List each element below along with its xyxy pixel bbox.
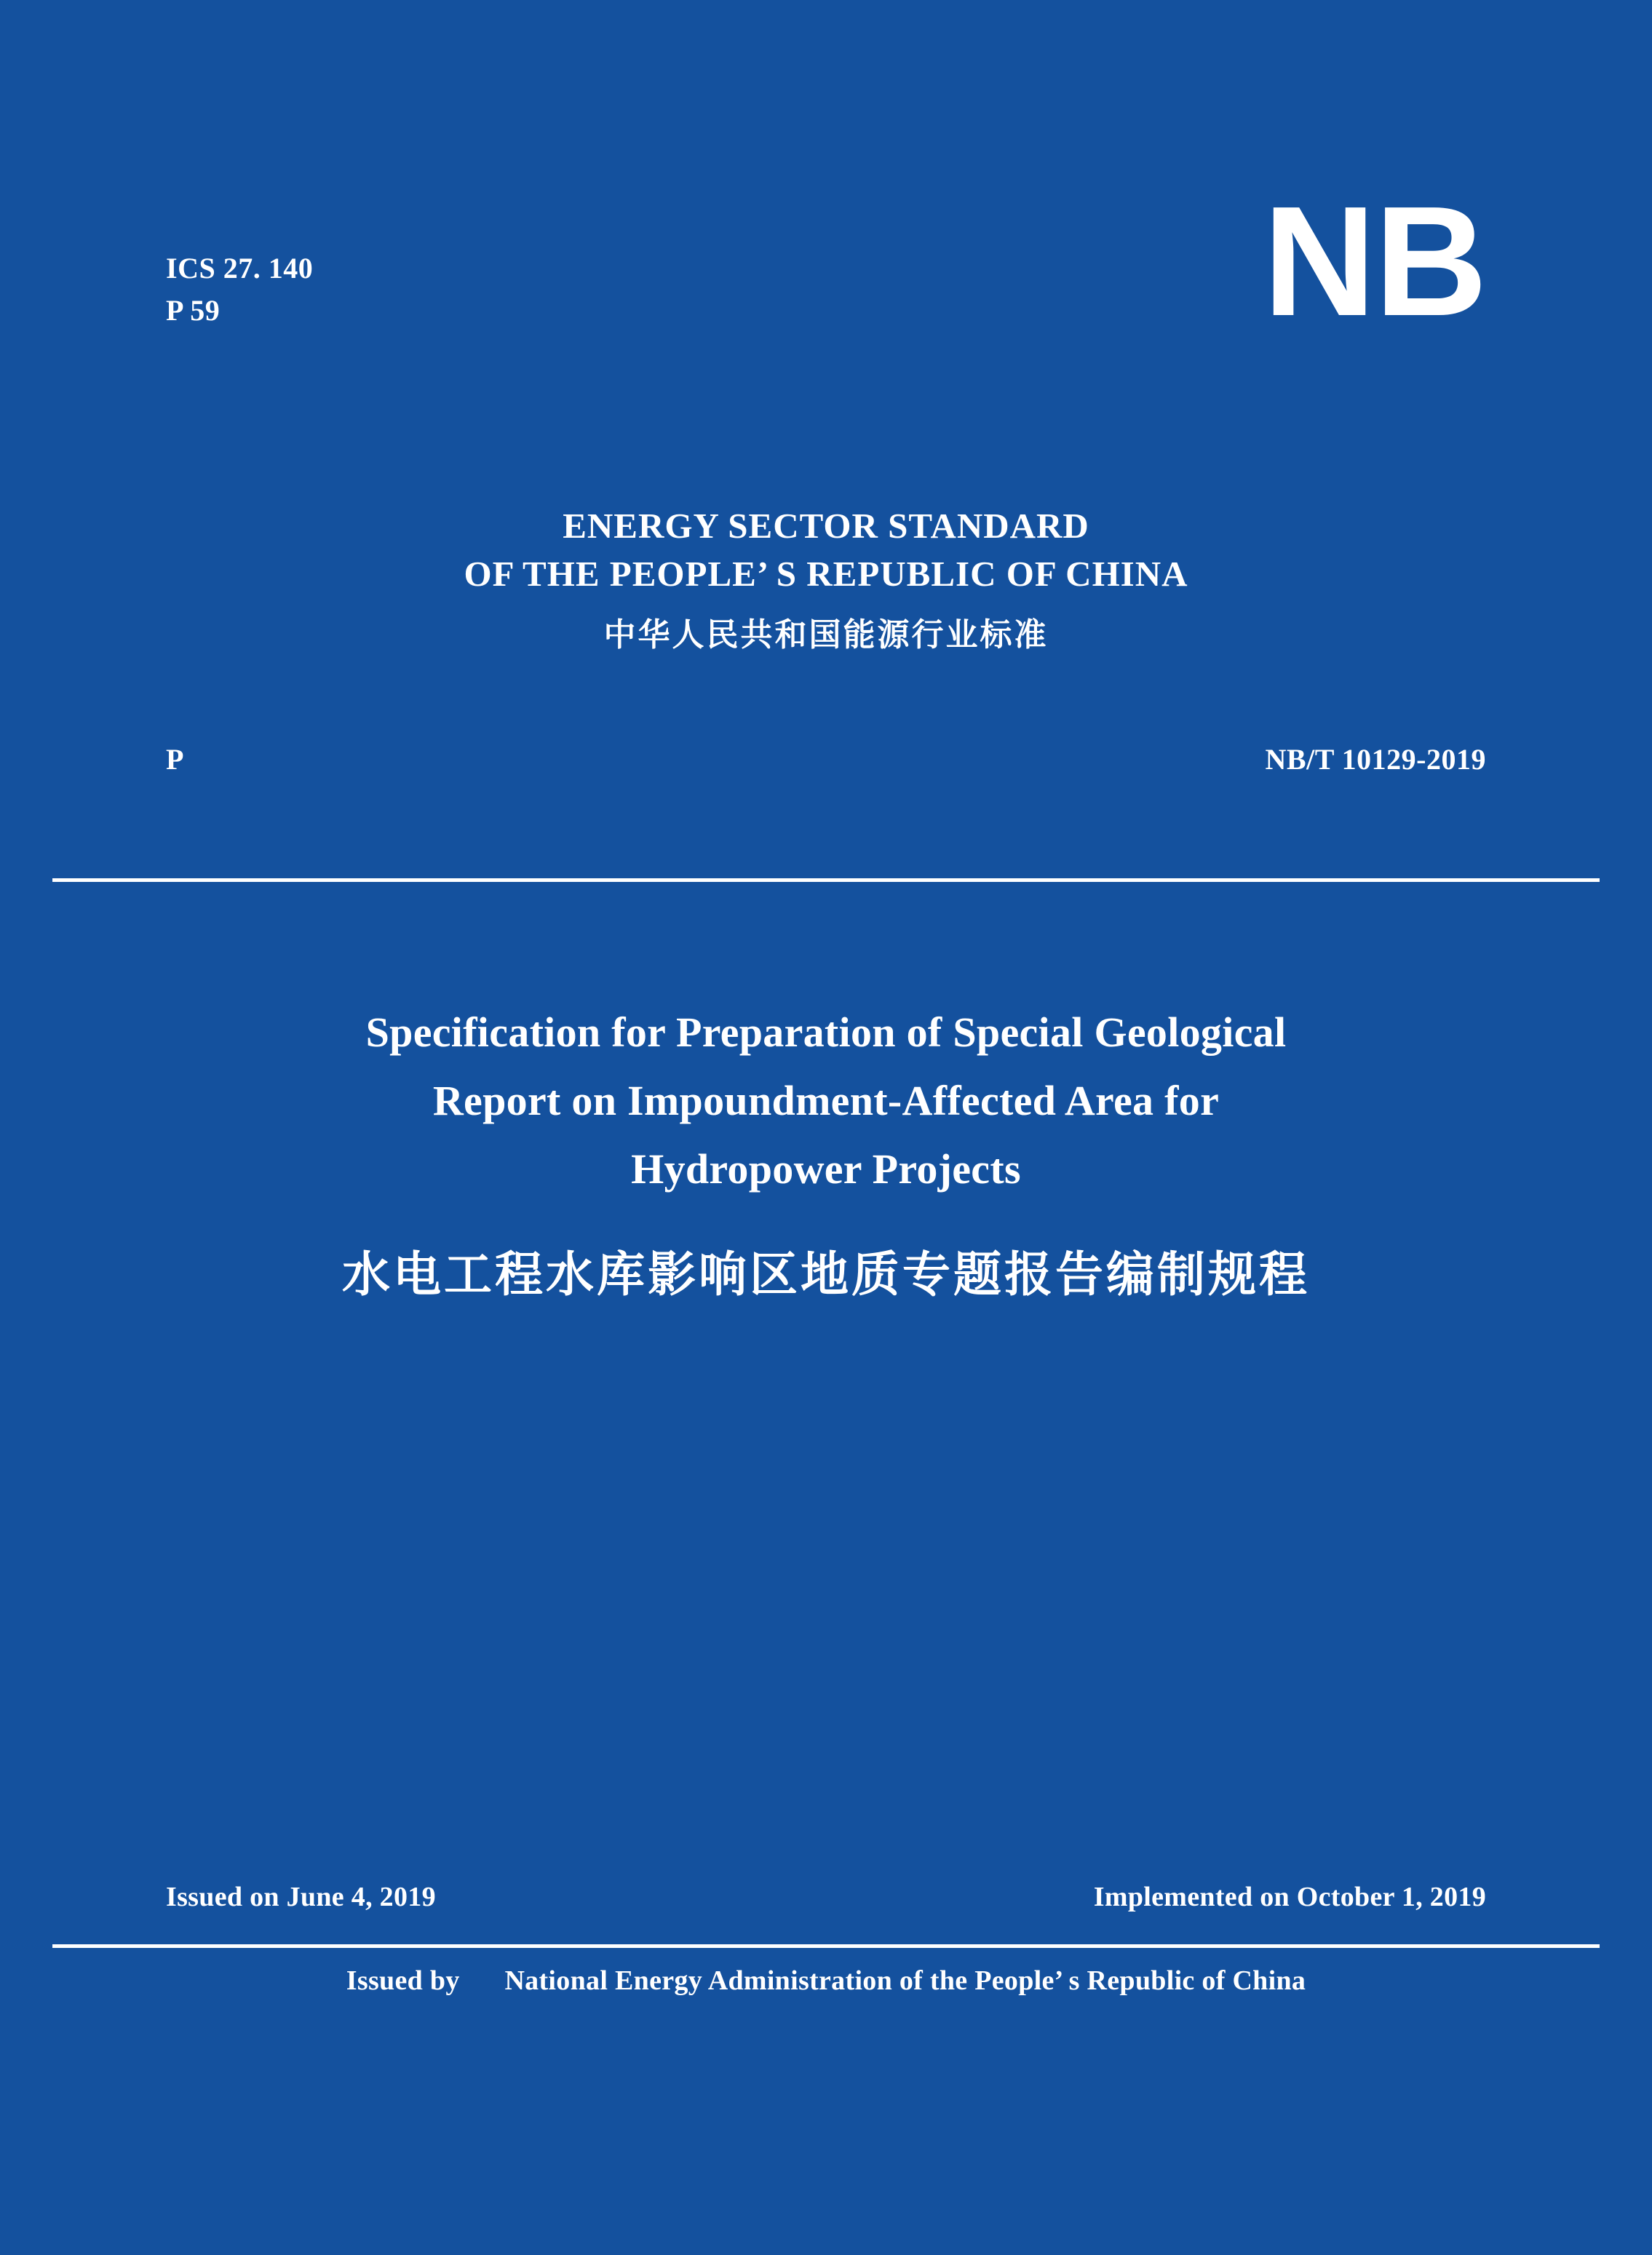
standard-header <box>0 502 1652 655</box>
issued-by-label: Issued by <box>346 1965 460 1996</box>
issuer-row <box>0 1965 1652 1997</box>
issuer-name: National Energy Administration of the People’ s Republic of China <box>504 1965 1306 1996</box>
title-english-line3: Hydropower Projects <box>631 1145 1021 1193</box>
classification-code: P 59 <box>166 294 221 327</box>
nb-logo: NB <box>1263 173 1486 349</box>
standard-number: NB/T 10129-2019 <box>1265 743 1486 776</box>
standard-code-row <box>166 742 1486 776</box>
implemented-on-date: Implemented on October 1, 2019 <box>1093 1882 1486 1912</box>
ics-code: ICS 27. 140 <box>166 252 314 285</box>
title-english-line2: Report on Impoundment-Affected Area for <box>432 1076 1220 1124</box>
standard-header-chinese: 中华人民共和国能源行业标准 <box>603 616 1049 654</box>
divider-top <box>52 878 1600 882</box>
dates-row <box>166 1881 1486 1913</box>
standard-header-line2: OF THE PEOPLE’ S REPUBLIC OF CHINA <box>464 554 1188 594</box>
issued-on-date: Issued on June 4, 2019 <box>166 1882 436 1912</box>
category-letter: P <box>166 743 184 776</box>
standard-header-line1: ENERGY SECTOR STANDARD <box>563 506 1089 546</box>
ics-classification-block <box>166 247 313 332</box>
divider-bottom <box>52 1944 1600 1948</box>
title-block <box>124 998 1528 1305</box>
title-english-line1: Specification for Preparation of Special Geological <box>365 1009 1287 1056</box>
title-chinese: 水电工程水库影响区地质专题报告编制规程 <box>342 1246 1310 1303</box>
